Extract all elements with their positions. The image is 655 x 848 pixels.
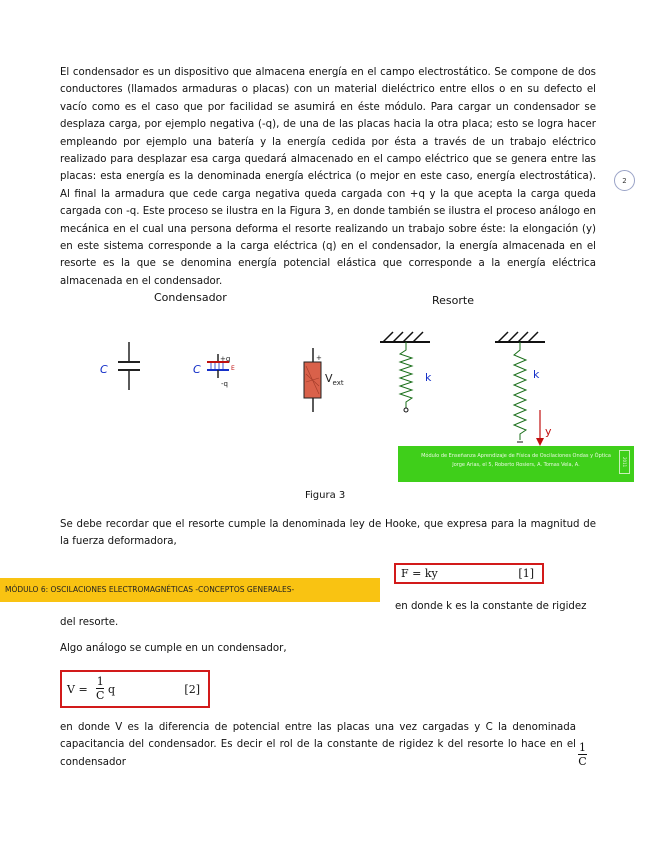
- spring-1: [400, 342, 412, 408]
- capacitor-label-c2: C: [193, 363, 201, 376]
- figure-caption: Figura 3: [305, 490, 346, 501]
- spring-2: [514, 342, 526, 440]
- hooke-paragraph: Se debe recordar que el resorte cumple la denominada ley de Hooke, que expresa para la magnitud de la fuerza deformadora,: [60, 519, 596, 548]
- equation-1-expression: F = ky: [401, 567, 438, 580]
- equation-2-q: q: [108, 683, 116, 696]
- equation-2-frac-den: C: [96, 689, 105, 702]
- rigidity-text: en donde k es la constante de rigidez: [395, 601, 587, 612]
- equation-2-fraction: [96, 675, 104, 702]
- equation-1-box: [394, 563, 544, 584]
- figure-label-condensador: Condensador: [154, 291, 227, 304]
- spring-constant-k2: k: [533, 368, 540, 381]
- module-title-banner: MÓDULO 6: OSCILACIONES ELECTROMAGNÉTICAS -CONCEPTOS GENERALES-: [0, 578, 380, 602]
- plus-sign-label: +: [316, 354, 322, 362]
- equation-2-frac-num: 1: [96, 675, 104, 688]
- capacitance-paragraph: en donde V es la diferencia de potencial entre las placas una vez cargadas y C la denominada capacitancia del condensador. Es decir el rol de la constante de rigidez k del resorte lo hace en el condensador: [60, 722, 576, 768]
- elongation-arrow: [536, 410, 544, 446]
- page-number-badge: 2: [614, 170, 635, 191]
- elongation-label-y: y: [545, 425, 552, 438]
- equation-2-lhs: V =: [67, 683, 88, 696]
- plus-q-label: +q: [220, 355, 231, 363]
- voltage-label: $V_{ext}$: [325, 372, 344, 387]
- green-banner-line1: Módulo de Enseñanza Aprendizaje de Física de Oscilaciones Ondas y Óptica: [421, 453, 611, 459]
- green-banner-line2: Jorge Arias, el 5, Roberto Rosiers, A. Tomas Vela, A.: [452, 462, 580, 468]
- spring-1-end: [404, 408, 408, 412]
- capacitor-label-c1: C: [100, 363, 108, 376]
- equation-2-box: [60, 670, 210, 708]
- field-e-label: E: [231, 365, 235, 372]
- minus-q-label: -q: [221, 380, 228, 388]
- capacitor-symbol: [118, 342, 140, 390]
- inline-frac-den: C: [578, 755, 587, 768]
- equation-1-number: [1]: [518, 567, 534, 580]
- analog-paragraph: Algo análogo se cumple en un condensador,: [60, 643, 287, 654]
- spring-constant-k1: k: [425, 371, 432, 384]
- equation-2-number: [2]: [184, 683, 200, 696]
- inline-fraction: [578, 741, 587, 768]
- rigidity-text-cont: del resorte.: [60, 617, 119, 628]
- ceiling-support-1: [380, 332, 430, 342]
- figure-label-resorte: Resorte: [432, 294, 474, 307]
- inline-frac-num: 1: [579, 741, 586, 754]
- green-course-banner: [398, 446, 634, 482]
- green-banner-tab: 2011: [619, 450, 630, 474]
- intro-paragraph: El condensador es un dispositivo que almacena energía en el campo electrostático. Se compone de dos conductores (llamados armaduras o placas) con un material dieléctrico entre ellos o en su defecto el vacío como es el caso que por facilidad se asumirá en éste módulo. Para cargar un condensador se desplaza carga, por ejemplo negativa (-q), de una de las placas hacia la otra placa; esto se logra hacer empleando por ejemplo una batería y la energía cedida por ésta a través de un trabajo eléctrico realizado para desplazar esa carga quedará almacenado en el campo eléctrico que se genera entre las placas: esta energía es la denominada energía eléctrica (o mejor en este caso, energía electrostática). Al final la armadura que cede carga negativa queda cargada con +q y la que acepta la carga queda cargada con -q. Este proceso se ilustra en la Figura 3, en donde también se ilustra el proceso análogo en mecánica en el cual una persona deforma el resorte realizando un trabajo sobre éste: la elongación (y) en este sistema corresponde a la carga eléctrica (q) en el condensador, la energía almacenada en el resorte es la que se denomina energía potencial elástica que corresponde a la energía eléctrica almacenada en el condensador.: [60, 67, 596, 287]
- ceiling-support-2: [495, 332, 545, 342]
